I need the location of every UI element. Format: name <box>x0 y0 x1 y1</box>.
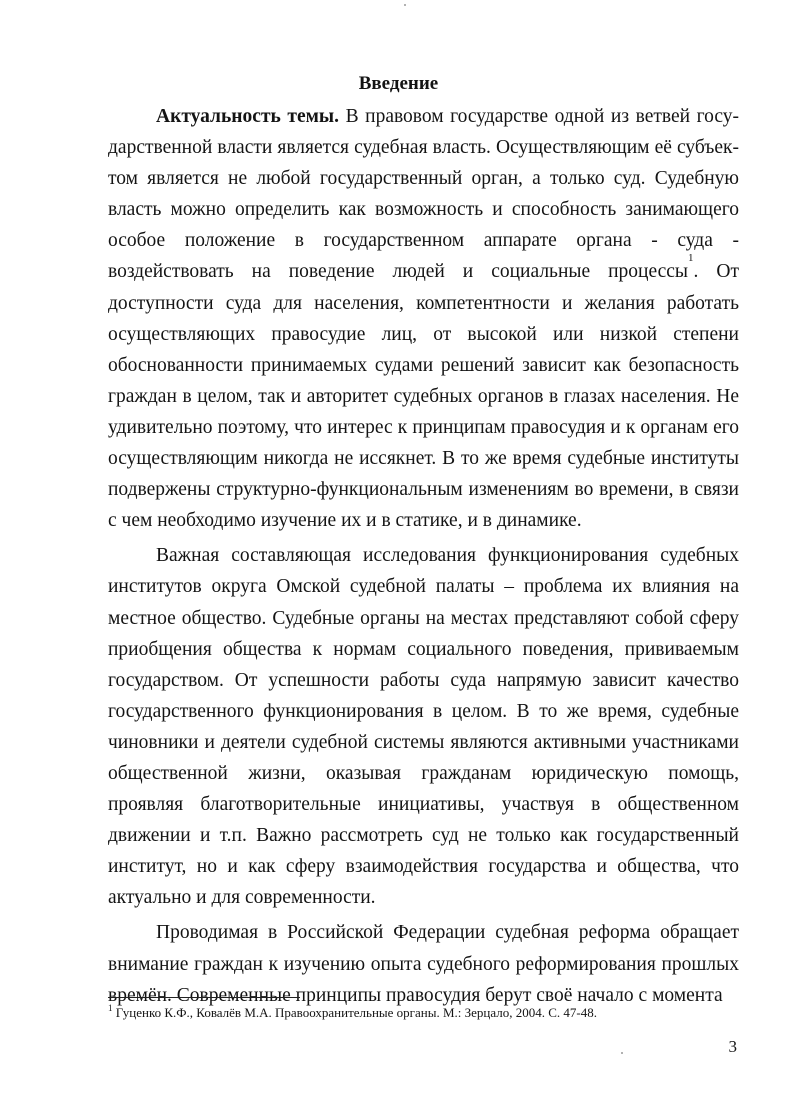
paragraph-local-society: Важная составляющая исследования функционирования судебных институтов округа Омской судебной палаты – проблема их влияния на местное общество. Судебные органы на местах представляют собой сферу приобщения общества к нормам социального поведения, прививаемым государством. От успешности работы суда напрямую зависит качество государственного функционирования в целом. В то же время, судебные чиновники и деятели судебной системы являются активными участниками общественной жизни, оказывая гражданам юридическую помощь, проявляя благотворительные инициативы, участвуя в общественном движении и т.п. Важно рассмотреть суд не только как государственный институт, но и как сферу взаимодействия государства и общества, что актуально и для современности. <box>108 545 739 909</box>
footnote-reference[interactable]: 1 <box>688 252 694 265</box>
footnote-text: Гуценко К.Ф., Ковалёв М.А. Правоохранительные органы. М.: Зерцало, 2004. С. 47-48. <box>115 1005 597 1020</box>
scan-speck <box>404 4 406 6</box>
body-text <box>108 101 739 1011</box>
scan-speck <box>621 1052 623 1054</box>
footnote-divider <box>108 997 300 998</box>
paragraph-relevance <box>108 101 739 536</box>
footnote <box>108 1005 739 1021</box>
paragraph-text: В правовом государстве одной из ветвей государственной власти является судебная власть. Осуществляющим её субъектом является не любой государственный орган, а только суд. Судебную власть можно определить как возможность и способность занимающего особое положение в государственном аппарате органа - суда - воздействовать на поведение людей и социальные процессы <box>108 106 739 283</box>
paragraph-lead: Актуальность темы. <box>156 106 340 127</box>
paragraph-judicial-reform: Проводимая в Российской Федерации судебная реформа обращает внимание граждан к изучению опыта судебного реформирования прошлых времён. Современные принципы правосудия берут своё начало с момента <box>108 922 739 1006</box>
paragraph-text: . От доступности суда для населения, компетентности и желания работать осуществляющих правосудие лиц, от высокой или низкой степени обоснованности принимаемых судами решений зависит как безопасность граждан в целом, так и авторитет судебных органов в глазах населения. Не удивительно поэтому, что интерес к принципам правосудия и к органам его осуществляющим никогда не иссякнет. В то же время судебные институты подвержены структурно-функциональным изменениям во времени, в связи с чем необходимо изучение их и в статике, и в динамике. <box>108 261 740 532</box>
footnote-number: 1 <box>108 1003 113 1013</box>
page-number: 3 <box>728 1037 737 1056</box>
page-title: Введение <box>358 73 439 94</box>
